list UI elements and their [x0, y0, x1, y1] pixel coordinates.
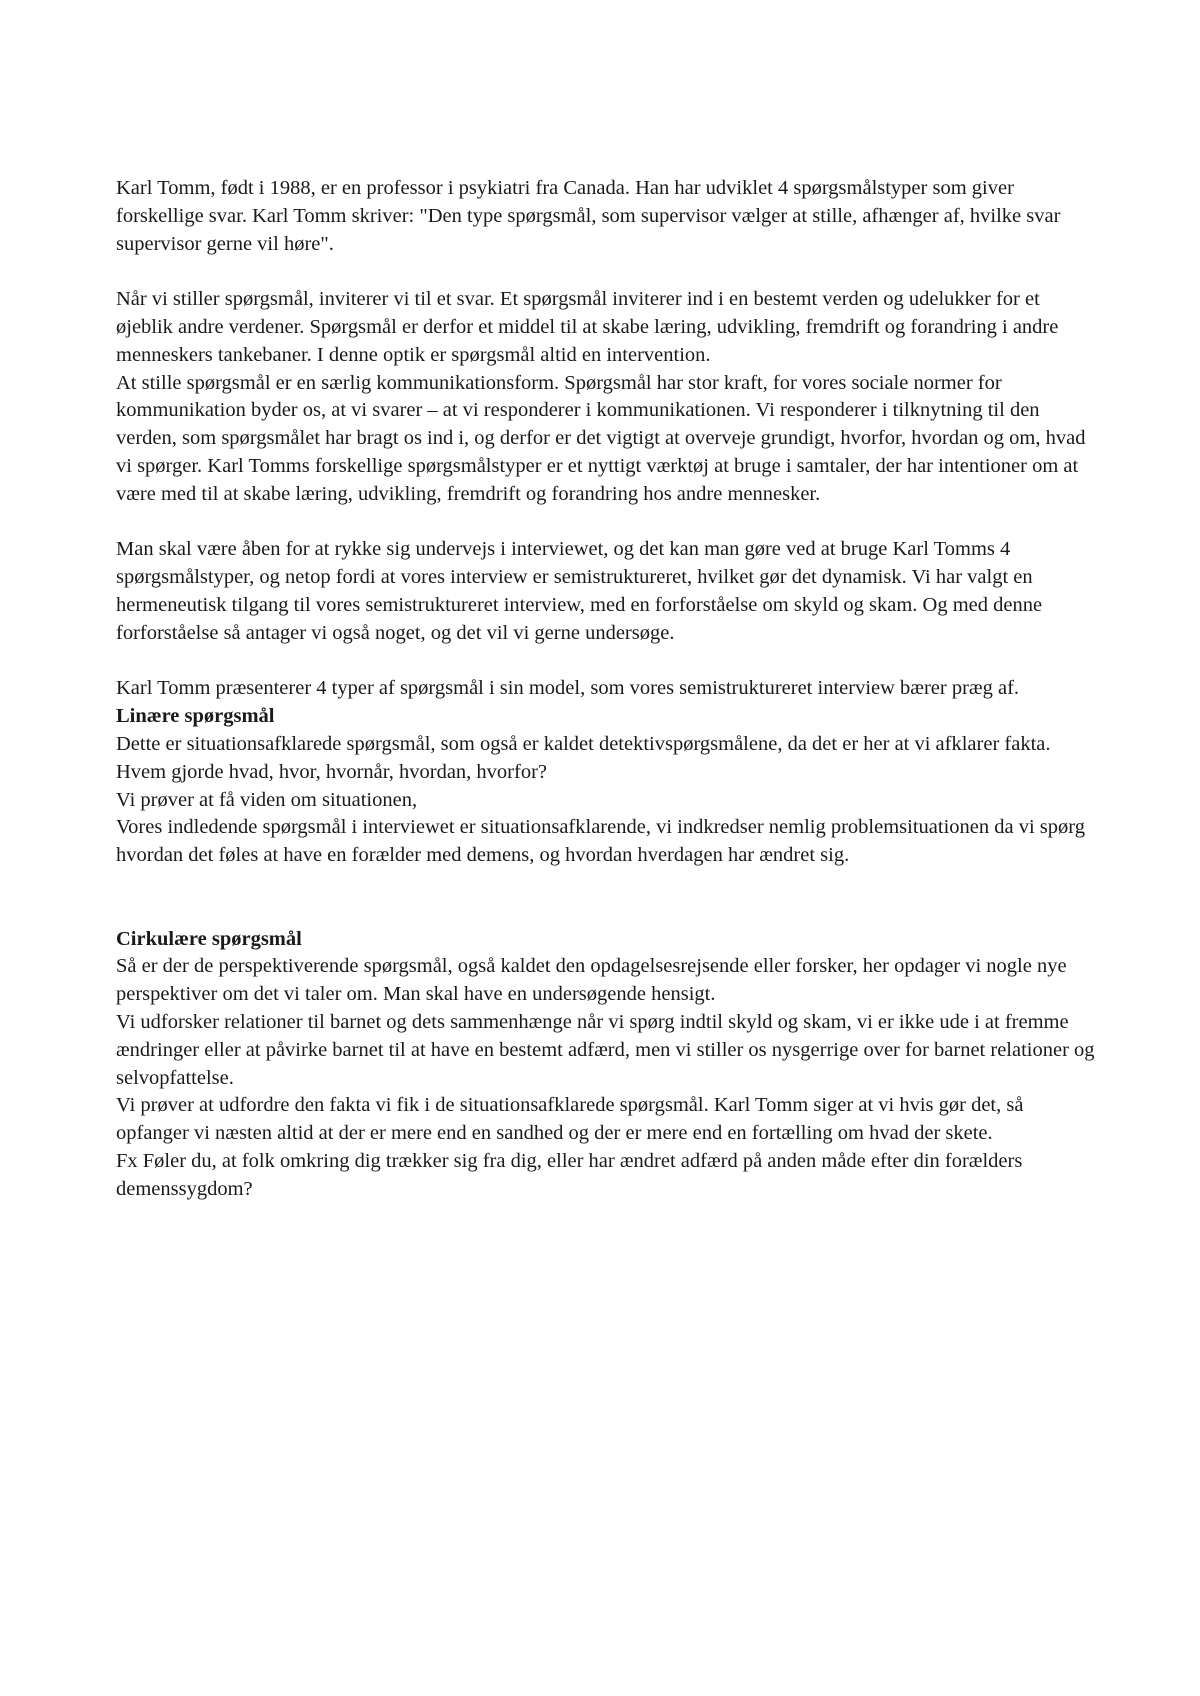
paragraph-spacer — [116, 509, 1101, 537]
intro-paragraph-2: Når vi stiller spørgsmål, inviterer vi til et svar. Et spørgsmål inviterer ind i en bestemt verden og udelukker for et øjeblik andre verdener. Spørgsmål er derfor et middel til at skabe læring, udvikling, fremdrift og forandring i andre menneskers tankebaner. I denne optik er spørgsmål altid en intervention. — [116, 288, 1059, 366]
document-page — [116, 175, 1101, 1203]
circular-paragraph-4: Fx Føler du, at folk omkring dig trækker sig fra dig, eller har ændret adfærd på anden måde efter din forælders demenssygdom? — [116, 1149, 1023, 1200]
linear-paragraph-1: Dette er situationsafklarede spørgsmål, som også er kaldet detektivspørgsmålene, da det er her at vi afklarer fakta. Hvem gjorde hvad, hvor, hvornår, hvordan, hvorfor? — [116, 732, 1051, 783]
linear-paragraph-3: Vores indledende spørgsmål i interviewet er situationsafklarende, vi indkredser nemlig problemsituationen da vi spørg hvordan det føles at have en forælder med demens, og hvordan hverdagen har ændret sig. — [116, 816, 1085, 867]
paragraph-spacer — [116, 648, 1101, 676]
section-spacer — [116, 870, 1101, 926]
linear-paragraph-2: Vi prøver at få viden om situationen, — [116, 788, 418, 811]
intro-paragraph-4: Man skal være åben for at rykke sig undervejs i interviewet, og det kan man gøre ved at bruge Karl Tomms 4 spørgsmålstyper, og netop fordi at vores interview er semistruktureret, hvilket gør det dynamisk. Vi har valgt en hermeneutisk tilgang til vores semistruktureret interview, med en forforståelse om skyld og skam. Og med denne forforståelse så antager vi også noget, og det vil vi gerne undersøge. — [116, 538, 1043, 644]
linear-questions-heading: Linære spørgsmål — [116, 705, 275, 728]
circular-paragraph-2: Vi udforsker relationer til barnet og dets sammenhænge når vi spørg indtil skyld og skam, vi er ikke ude i at fremme ændringer eller at påvirke barnet til at have en bestemt adfærd, men vi stiller os nysgerrige over for barnet relationer og selvopfattelse. — [116, 1010, 1095, 1089]
circular-paragraph-3: Vi prøver at udfordre den fakta vi fik i de situationsafklarede spørgsmål. Karl Tomm siger at vi hvis gør det, så opfanger vi næsten altid at der er mere end en sandhed og der er mere end en fortælling om hvad der skete. — [116, 1094, 1024, 1145]
circular-questions-heading: Cirkulære spørgsmål — [116, 927, 302, 950]
intro-paragraph-1: Karl Tomm, født i 1988, er en professor i psykiatri fra Canada. Han har udviklet 4 spørgsmålstyper som giver forskellige svar. Karl Tomm skriver: "Den type spørgsmål, som supervisor vælger at stille, afhænger af, hvilke svar supervisor gerne vil høre". — [116, 177, 1061, 255]
circular-paragraph-1: Så er der de perspektiverende spørgsmål, også kaldet den opdagelsesrejsende eller forsker, her opdager vi nogle nye perspektiver om det vi taler om. Man skal have en undersøgende hensigt. — [116, 955, 1067, 1006]
paragraph-spacer — [116, 258, 1101, 286]
intro-paragraph-5: Karl Tomm præsenterer 4 typer af spørgsmål i sin model, som vores semistruktureret interview bærer præg af. — [116, 677, 1020, 700]
intro-paragraph-3: At stille spørgsmål er en særlig kommunikationsform. Spørgsmål har stor kraft, for vores sociale normer for kommunikation byder os, at vi svarer – at vi responderer i kommunikationen. Vi responderer i tilknytning til den verden, som spørgsmålet har bragt os ind i, og derfor er det vigtigt at overveje grundigt, hvorfor, hvordan og om, hvad vi spørger. Karl Tomms forskellige spørgsmålstyper er et nyttigt værktøj at bruge i samtaler, der har intentioner om at være med til at skabe læring, udvikling, fremdrift og forandring hos andre mennesker. — [116, 371, 1086, 505]
